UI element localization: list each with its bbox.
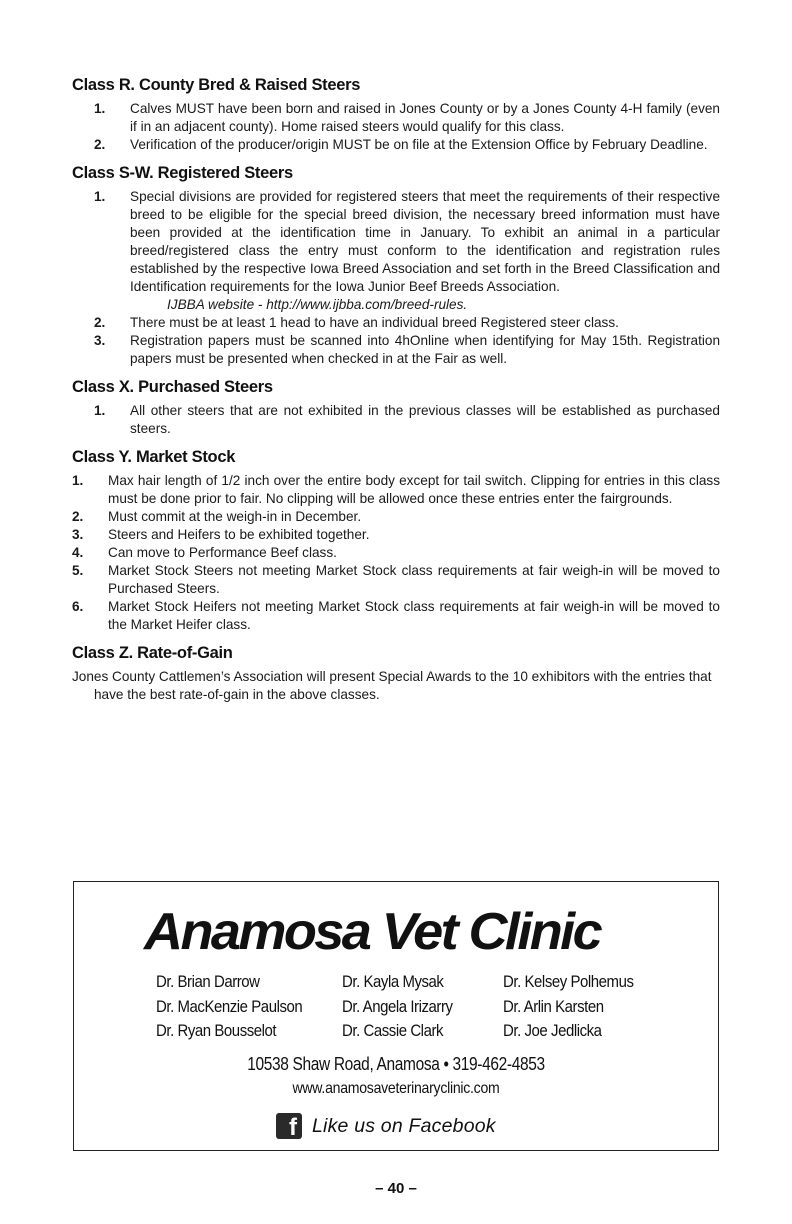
doctor-name: Dr. Angela Irizarry — [342, 996, 453, 1016]
doctor-name: Dr. MacKenzie Paulson — [156, 996, 303, 1016]
section-class-x — [72, 376, 720, 438]
item-text: Verification of the producer/origin MUST be on file at the Extension Office by February Deadline. — [130, 137, 708, 152]
section-heading: Class X. Purchased Steers — [72, 378, 273, 396]
item-number: 1. — [94, 189, 106, 204]
item-number: 1. — [94, 101, 106, 116]
item-number: 2. — [72, 509, 84, 524]
item-text: Calves MUST have been born and raised in Jones County or by a Jones County 4-H family (even if in an adjacent county). Home raised steers would qualify for this class. — [130, 101, 720, 134]
doctor-list — [156, 970, 663, 1044]
list-item — [72, 508, 720, 526]
item-text: There must be at least 1 head to have an individual breed Registered steer class. — [130, 315, 619, 330]
item-number: 4. — [72, 545, 84, 560]
list-item — [72, 562, 720, 598]
doctor-name: Dr. Arlin Karsten — [503, 996, 604, 1016]
item-text — [130, 188, 720, 314]
item-number: 3. — [72, 527, 84, 542]
facebook-callout — [276, 1113, 496, 1139]
rule-list — [72, 402, 720, 438]
item-number: 3. — [94, 333, 106, 348]
doctor-name: Dr. Joe Jedlicka — [503, 1021, 602, 1040]
item-number: 2. — [94, 137, 106, 152]
section-class-r — [72, 74, 720, 154]
section-class-z — [72, 642, 720, 704]
item-number: 6. — [72, 599, 84, 614]
page-content — [72, 74, 720, 712]
item-number: 2. — [94, 315, 106, 330]
item-text: Market Stock Heifers not meeting Market Stock class requirements at fair weigh-in will be moved to the Market Heifer class. — [108, 599, 720, 632]
item-number: 1. — [94, 403, 106, 418]
item-text: Registration papers must be scanned into 4hOnline when identifying for May 15th. Registration papers must be presented when checked in at the Fair as well. — [130, 333, 720, 366]
section-heading: Class S-W. Registered Steers — [72, 164, 293, 182]
rate-of-gain-text: Jones County Cattlemen’s Association will present Special Awards to the 10 exhibitors with the entries that have the best rate-of-gain in the above classes. — [72, 669, 712, 702]
rule-list — [72, 472, 720, 634]
facebook-glyph: f — [289, 1114, 297, 1141]
item-number: 1. — [72, 473, 84, 488]
item-number: 5. — [72, 563, 84, 578]
rule-list — [72, 188, 720, 368]
section-class-y — [72, 446, 720, 634]
list-item — [72, 526, 720, 544]
list-item — [72, 598, 720, 634]
section-heading: Class Y. Market Stock — [72, 448, 236, 466]
doctor-name: Dr. Ryan Bousselot — [156, 1021, 277, 1040]
doctor-column — [156, 970, 342, 1044]
item-text: Max hair length of 1/2 inch over the entire body except for tail switch. Clipping for entries in this class must be done prior to fair. No clipping will be allowed once these entries enter the fairgrounds. — [108, 473, 720, 506]
clinic-website: www.anamosaveterinaryclinic.com — [292, 1080, 500, 1097]
section-heading: Class R. County Bred & Raised Steers — [72, 76, 361, 94]
section-heading: Class Z. Rate-of-Gain — [72, 644, 233, 662]
doctor-column — [503, 970, 663, 1044]
item-text: Market Stock Steers not meeting Market Stock class requirements at fair weigh-in will be moved to Purchased Steers. — [108, 563, 720, 596]
item-body: Special divisions are provided for registered steers that meet the requirements of their respective breed to be eligible for the special breed division, the necessary breed information must have been provided at the identification time in January. To exhibit an animal in a particular breed/registered class the entry must conform to the identification and registration rules established by the respective Iowa Breed Association and set forth in the Breed Classification and Identification requirements for the Iowa Junior Beef Breeds Association. — [130, 189, 720, 294]
list-item — [72, 314, 720, 332]
list-item — [72, 544, 720, 562]
rule-list — [72, 100, 720, 154]
item-text: Can move to Performance Beef class. — [108, 545, 337, 560]
list-item — [72, 100, 720, 136]
list-item — [72, 472, 720, 508]
doctor-name: Dr. Brian Darrow — [156, 972, 260, 991]
facebook-icon — [276, 1113, 302, 1139]
list-item — [72, 188, 720, 314]
page-number: – 40 – — [375, 1180, 417, 1197]
item-text: All other steers that are not exhibited in the previous classes will be established as purchased steers. — [130, 403, 720, 436]
doctor-name: Dr. Kelsey Polhemus — [503, 972, 634, 991]
list-item — [72, 402, 720, 438]
section-class-sw — [72, 162, 720, 368]
item-text: Must commit at the weigh-in in December. — [108, 509, 362, 524]
list-item — [72, 136, 720, 154]
list-item — [72, 332, 720, 368]
doctor-column — [342, 970, 503, 1044]
vet-clinic-advertisement — [73, 881, 719, 1151]
clinic-name: Anamosa Vet Clinic — [144, 903, 601, 961]
doctor-name: Dr. Kayla Mysak — [342, 972, 444, 991]
facebook-text: Like us on Facebook — [312, 1114, 496, 1137]
doctor-name: Dr. Cassie Clark — [342, 1021, 444, 1040]
website-note: IJBBA website - http://www.ijbba.com/breed-rules. — [167, 297, 468, 312]
clinic-address: 10538 Shaw Road, Anamosa • 319-462-4853 — [247, 1054, 545, 1074]
item-text: Steers and Heifers to be exhibited together. — [108, 527, 370, 542]
